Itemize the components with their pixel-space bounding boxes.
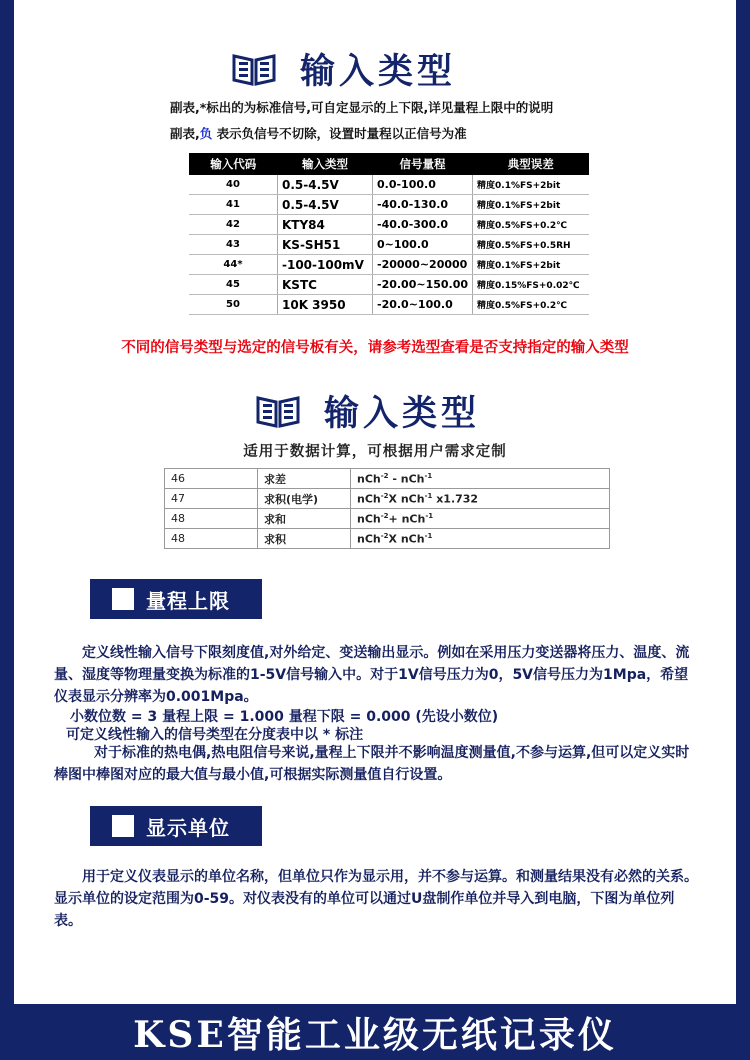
cell-error: 精度0.1%FS+2bit bbox=[473, 175, 589, 195]
book-icon bbox=[256, 394, 300, 428]
cell-range: 0~100.0 bbox=[373, 235, 473, 255]
cell-code: 44* bbox=[189, 255, 278, 275]
table-row bbox=[165, 529, 610, 549]
table-header-row bbox=[189, 153, 589, 175]
formula-op: - nCh bbox=[388, 472, 425, 486]
formula-op: + nCh bbox=[388, 512, 426, 526]
section1-title-row bbox=[232, 44, 456, 94]
formula-exp: -2 bbox=[380, 531, 389, 540]
formula-op: X nCh bbox=[388, 492, 425, 506]
cell-code: 48 bbox=[165, 529, 258, 549]
cell-code: 48 bbox=[165, 509, 258, 529]
cell-range: -20000~20000 bbox=[373, 255, 473, 275]
cell-code: 43 bbox=[189, 235, 278, 255]
unit-paragraph: 用于定义仪表显示的单位名称，但单位只作为显示用，并不参与运算。和测量结果没有必然的关系。显示单位的设定范围为0-59。对仪表没有的单位可以通过U盘制作单位并导入到电脑，下图为单位列表。 bbox=[54, 869, 698, 929]
formula-exp: -1 bbox=[425, 511, 434, 520]
table-row bbox=[189, 255, 589, 275]
cell-code: 45 bbox=[189, 275, 278, 295]
cell-range: -20.00~150.00 bbox=[373, 275, 473, 295]
section1-title: 输入类型 bbox=[300, 52, 457, 92]
formula-exp: -1 bbox=[424, 491, 433, 500]
cell-formula bbox=[351, 489, 610, 509]
range-paragraph-2: 小数位数 = 3 量程上限 = 1.000 量程下限 = 0.000 (先设小数位) bbox=[70, 709, 499, 725]
range-paragraph-3: 可定义线性输入的信号类型在分度表中以 * 标注 bbox=[66, 727, 364, 743]
book-icon bbox=[232, 52, 276, 86]
table-row bbox=[165, 489, 610, 509]
cell-name: 求和 bbox=[258, 509, 351, 529]
cell-code: 40 bbox=[189, 175, 278, 195]
formula-exp: -1 bbox=[424, 471, 433, 480]
cell-error: 精度0.5%FS+0.2℃ bbox=[473, 215, 589, 235]
range-paragraph-1: 定义线性输入信号下限刻度值,对外给定、变送输出显示。例如在采用压力变送器将压力、温度、流量、湿度等物理量变换为标准的1-5V信号输入中。对于1V信号压力为0，5V信号压力为1Mpa，希望仪表显示分辨率为0.001Mpa。 bbox=[54, 645, 690, 705]
cell-formula bbox=[351, 509, 610, 529]
table-row bbox=[189, 295, 589, 315]
cell-name: 求积(电学) bbox=[258, 489, 351, 509]
square-icon bbox=[112, 815, 134, 837]
formula-term: nCh bbox=[357, 492, 381, 506]
cell-formula bbox=[351, 469, 610, 489]
header-type: 输入类型 bbox=[278, 153, 373, 175]
range-heading-label: 量程上限 bbox=[146, 588, 230, 613]
cell-name: 求积 bbox=[258, 529, 351, 549]
cell-type: KSTC bbox=[278, 275, 373, 295]
cell-type: KS-SH51 bbox=[278, 235, 373, 255]
cell-code: 41 bbox=[189, 195, 278, 215]
cell-type: -100-100mV bbox=[278, 255, 373, 275]
cell-type: 0.5-4.5V bbox=[278, 195, 373, 215]
warning-text: 不同的信号类型与选定的信号板有关，请参考选型查看是否支持指定的输入类型 bbox=[121, 340, 629, 356]
unit-heading bbox=[90, 806, 262, 846]
section2-title-row bbox=[256, 386, 480, 436]
table-row bbox=[165, 509, 610, 529]
square-icon bbox=[112, 588, 134, 610]
cell-error: 精度0.5%FS+0.5RH bbox=[473, 235, 589, 255]
footer-banner: KSE智能工业级无纸记录仪 bbox=[133, 1013, 617, 1056]
section2-title: 输入类型 bbox=[324, 394, 481, 434]
cell-code: 46 bbox=[165, 469, 258, 489]
formula-term: nCh bbox=[357, 532, 381, 546]
cell-type: 10K 3950 bbox=[278, 295, 373, 315]
formula-exp: -2 bbox=[380, 511, 389, 520]
range-heading bbox=[90, 579, 262, 619]
calculation-table bbox=[164, 468, 610, 549]
header-code: 输入代码 bbox=[189, 153, 278, 175]
formula-exp: -1 bbox=[424, 531, 433, 540]
formula-term: nCh bbox=[357, 512, 381, 526]
unit-heading-label: 显示单位 bbox=[146, 815, 230, 840]
cell-formula bbox=[351, 529, 610, 549]
cell-error: 精度0.15%FS+0.02℃ bbox=[473, 275, 589, 295]
formula-exp: -2 bbox=[380, 491, 389, 500]
input-type-table bbox=[189, 153, 589, 315]
table-row bbox=[189, 215, 589, 235]
cell-type: KTY84 bbox=[278, 215, 373, 235]
section2-subtitle: 适用于数据计算，可根据用户需求定制 bbox=[243, 444, 507, 460]
formula-term: nCh bbox=[357, 472, 381, 486]
table-row bbox=[189, 275, 589, 295]
header-error: 典型误差 bbox=[473, 153, 589, 175]
formula-tail: x1.732 bbox=[432, 492, 479, 506]
cell-code: 42 bbox=[189, 215, 278, 235]
table-row bbox=[165, 469, 610, 489]
cell-type: 0.5-4.5V bbox=[278, 175, 373, 195]
header-range: 信号量程 bbox=[373, 153, 473, 175]
note-negative-signal bbox=[170, 124, 467, 142]
cell-error: 精度0.5%FS+0.2℃ bbox=[473, 295, 589, 315]
table-row bbox=[189, 195, 589, 215]
range-paragraph-4: 对于标准的热电偶,热电阻信号来说,量程上下限并不影响温度测量值,不参与运算,但可以定义实时棒图中棒图对应的最大值与最小值,可根据实际测量值自行设置。 bbox=[54, 745, 690, 783]
cell-name: 求差 bbox=[258, 469, 351, 489]
cell-code: 50 bbox=[189, 295, 278, 315]
cell-range: -20.0~100.0 bbox=[373, 295, 473, 315]
cell-code: 47 bbox=[165, 489, 258, 509]
cell-error: 精度0.1%FS+2bit bbox=[473, 255, 589, 275]
document-page bbox=[14, 0, 736, 1004]
table-row bbox=[189, 175, 589, 195]
cell-range: -40.0-130.0 bbox=[373, 195, 473, 215]
note2-prefix: 副表, bbox=[170, 126, 200, 141]
cell-error: 精度0.1%FS+2bit bbox=[473, 195, 589, 215]
cell-range: 0.0-100.0 bbox=[373, 175, 473, 195]
note2-neg: 负 bbox=[199, 126, 213, 141]
note-standard-signal: 副表,*标出的为标准信号,可自定显示的上下限,详见量程上限中的说明 bbox=[170, 100, 554, 115]
formula-exp: -2 bbox=[380, 471, 389, 480]
formula-op: X nCh bbox=[388, 532, 425, 546]
note2-suffix: 表示负信号不切除，设置时量程以正信号为准 bbox=[212, 126, 467, 141]
cell-range: -40.0-300.0 bbox=[373, 215, 473, 235]
table-row bbox=[189, 235, 589, 255]
